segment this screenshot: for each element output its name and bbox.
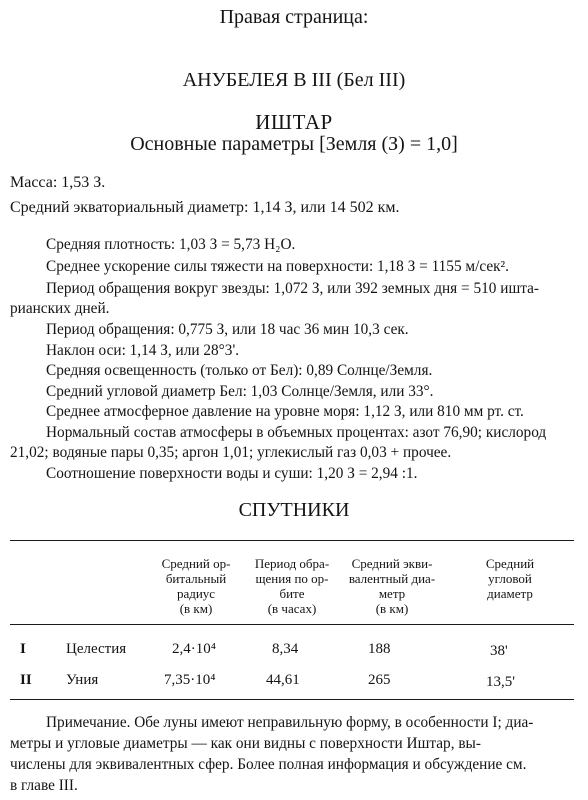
param-orbit-period-cont: рианских дней. (10, 300, 110, 317)
note-line: метры и угловые диаметры — как они видны с поверхности Иштар, вы- (10, 735, 481, 752)
column-header-period: Период обра- щения по ор- бите (в часах) (254, 556, 330, 616)
satellite-angular: 38' (490, 643, 508, 659)
table-bottom-rule (10, 699, 574, 700)
note-line: числены для эквивалентных сфер. Более полная информация и обсуждение см. (10, 756, 527, 773)
param-mass: Масса: 1,53 З. (10, 174, 106, 191)
column-header-angular: Средний угловой диаметр (485, 556, 535, 601)
satellite-name: Целестия (66, 641, 127, 657)
param-angular-diameter: Средний угловой диаметр Бел: 1,03 Солнце/Земля, или 33°. (46, 383, 434, 400)
note-line: в главе III. (10, 777, 78, 794)
param-gravity: Среднее ускорение силы тяжести на поверхности: 1,18 З = 1155 м/сек². (46, 258, 509, 275)
table-header-rule (10, 624, 574, 625)
column-header-diameter: Средний экви- валентный диа- метр (в км) (348, 556, 436, 616)
satellite-number: II (20, 672, 32, 688)
satellite-diameter: 188 (368, 641, 391, 657)
satellite-number: I (20, 641, 26, 657)
param-atmosphere-cont: 21,02; водяные пары 0,35; аргон 1,01; углекислый газ 0,03 + прочее. (10, 444, 452, 461)
table-top-rule (10, 540, 574, 541)
param-water-land: Соотношение поверхности воды и суши: 1,20 З = 2,94 :1. (46, 465, 418, 482)
table-note (10, 712, 580, 798)
param-atmosphere: Нормальный состав атмосферы в объемных процентах: азот 76,90; кислород (46, 424, 547, 441)
param-rotation: Период обращения: 0,775 З, или 18 час 36 мин 10,3 сек. (46, 321, 409, 338)
param-pressure: Среднее атмосферное давление на уровне моря: 1,12 З, или 810 мм рт. ст. (46, 403, 524, 420)
satellite-period: 44,61 (266, 672, 300, 688)
param-illumination: Средняя освещенность (только от Бел): 0,89 Солнце/Земля. (46, 362, 433, 379)
param-tilt: Наклон оси: 1,14 З, или 28°3'. (46, 342, 240, 359)
satellite-radius: 7,35·10⁴ (164, 672, 216, 688)
page-label: Правая страница: (219, 6, 369, 28)
column-header-radius: Средний ор- битальный радиус (в км) (161, 556, 231, 616)
param-orbit-period: Период обращения вокруг звезды: 1,072 З, или 392 земных дня = 510 ишта- (46, 280, 539, 297)
satellite-angular: 13,5' (486, 674, 515, 690)
satellite-radius: 2,4·10⁴ (172, 641, 216, 657)
params-title: Основные параметры [Земля (З) = 1,0] (130, 133, 458, 155)
satellite-period: 8,34 (272, 641, 299, 657)
star-title: АНУБЕЛЕЯ В III (Бел III) (182, 69, 406, 91)
satellite-name: Уния (66, 672, 99, 688)
satellites-title: СПУТНИКИ (238, 499, 350, 521)
satellite-diameter: 265 (368, 672, 391, 688)
planet-title: ИШТАР (255, 110, 333, 134)
param-diameter: Средний экваториальный диаметр: 1,14 З, или 14 502 км. (10, 199, 400, 216)
param-density: Средняя плотность: 1,03 З = 5,73 H₂O. (46, 236, 296, 253)
note-line: Примечание. Обе луны имеют неправильную форму, в особенности I; диа- (46, 714, 534, 731)
